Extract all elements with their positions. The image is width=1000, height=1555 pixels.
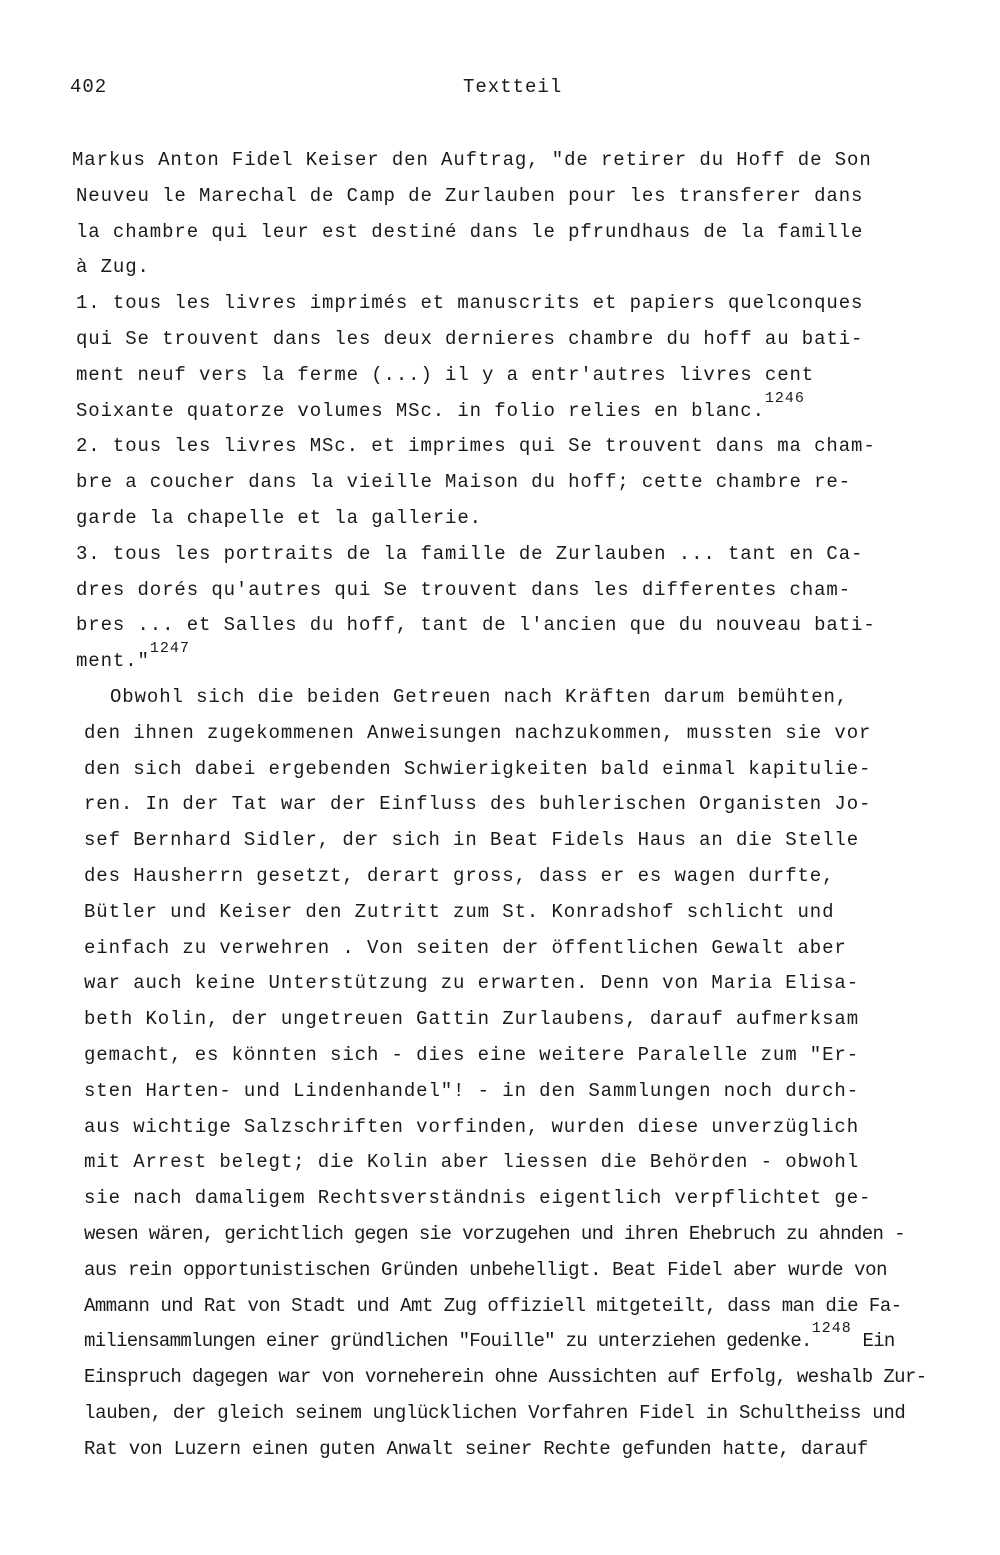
- text-line: mit Arrest belegt; die Kolin aber liessen die Behörden - obwohl: [84, 1151, 860, 1174]
- footnote-marker: 1247: [149, 640, 190, 658]
- text-fragment: ment.": [76, 650, 150, 673]
- text-line: [72, 640, 960, 680]
- footnote-marker: 1246: [764, 389, 805, 407]
- text-line: [72, 389, 960, 430]
- text-line: sie nach damaligem Rechtsverständnis eigentlich verpflichtet ge-: [84, 1187, 872, 1210]
- text-line: wesen wären, gerichtlich gegen sie vorzugehen und ihren Ehebruch zu ahnden -: [84, 1222, 905, 1245]
- text-line: ment neuf vers la ferme (...) il y a entr'autres livres cent: [76, 363, 815, 386]
- text-line: sten Harten- und Lindenhandel"! - in den Sammlungen noch durch-: [84, 1079, 860, 1102]
- text-line: lauben, der gleich seinem unglücklichen Vorfahren Fidel in Schultheiss und: [84, 1401, 906, 1424]
- text-line: Markus Anton Fidel Keiser den Auftrag, "de retirer du Hoff de Son: [72, 149, 872, 171]
- text-line: Einspruch dagegen war von vorneherein ohne Aussichten auf Erfolg, weshalb Zur-: [84, 1366, 927, 1389]
- text-line: war auch keine Unterstützung zu erwarten. Denn von Maria Elisa-: [84, 972, 860, 995]
- text-line: 3. tous les portraits de la famille de Zurlauben ... tant en Ca-: [76, 542, 864, 565]
- text-line: bres ... et Salles du hoff, tant de l'ancien que du nouveau bati-: [76, 614, 876, 637]
- text-line: den ihnen zugekommenen Anweisungen nachzukommen, mussten sie vor: [84, 721, 872, 744]
- text-line: aus rein opportunistischen Gründen unbehelligt. Beat Fidel aber wurde von: [84, 1258, 888, 1281]
- text-line: des Hausherrn gesetzt, derart gross, dass er es wagen durfte,: [84, 864, 835, 887]
- text-line: den sich dabei ergebenden Schwierigkeiten bald einmal kapitulie-: [84, 757, 872, 780]
- text-line: Rat von Luzern einen guten Anwalt seiner Rechte gefunden hatte, darauf: [84, 1437, 869, 1460]
- text-line: gemacht, es könnten sich - dies eine weitere Paralelle zum "Er-: [84, 1043, 860, 1066]
- page-header: [70, 76, 930, 100]
- quoted-passage: [72, 143, 960, 680]
- text-fragment: miliensammlungen einer gründlichen "Fouille" zu unterziehen gedenke.: [84, 1330, 812, 1353]
- text-line: einfach zu verwehren . Von seiten der öffentlichen Gewalt aber: [84, 936, 847, 959]
- text-line: Bütler und Keiser den Zutritt zum St. Konradshof schlicht und: [84, 900, 835, 923]
- page-number: 402: [70, 76, 108, 98]
- text-line: qui Se trouvent dans les deux dernieres chambre du hoff au bati-: [76, 327, 864, 350]
- text-fragment: Ein: [851, 1330, 895, 1353]
- text-line: 1. tous les livres imprimés et manuscrits et papiers quelconques: [76, 292, 864, 315]
- text-line: beth Kolin, der ungetreuen Gattin Zurlaubens, darauf aufmerksam: [84, 1008, 860, 1031]
- text-line: Ammann und Rat von Stadt und Amt Zug offiziell mitgeteilt, dass man die Fa-: [84, 1294, 902, 1317]
- text-line: Obwohl sich die beiden Getreuen nach Kräften darum bemühten,: [110, 685, 849, 708]
- text-line: dres dorés qu'autres qui Se trouvent dans les differentes cham-: [76, 578, 852, 601]
- text-fragment: Soixante quatorze volumes MSc. in folio relies en blanc.: [76, 399, 765, 422]
- text-line: à Zug.: [76, 256, 150, 279]
- text-line: bre a coucher dans la vieille Maison du hoff; cette chambre re-: [76, 471, 852, 494]
- body-text: [72, 143, 960, 1467]
- paragraph: [72, 680, 960, 1468]
- text-line: ren. In der Tat war der Einfluss des buhlerischen Organisten Jo-: [84, 793, 872, 816]
- text-line: garde la chapelle et la gallerie.: [76, 506, 482, 529]
- text-line: [72, 1320, 960, 1360]
- text-line: 2. tous les livres MSc. et imprimes qui Se trouvent dans ma cham-: [76, 435, 876, 458]
- text-line: aus wichtige Salzschriften vorfinden, wurden diese unverzüglich: [84, 1115, 860, 1138]
- text-line: la chambre qui leur est destiné dans le pfrundhaus de la famille: [76, 220, 864, 243]
- text-line: Neuveu le Marechal de Camp de Zurlauben pour les transferer dans: [76, 184, 864, 207]
- running-head: Textteil: [463, 76, 563, 98]
- footnote-marker: 1248: [811, 1320, 852, 1338]
- text-line: sef Bernhard Sidler, der sich in Beat Fidels Haus an die Stelle: [84, 829, 860, 852]
